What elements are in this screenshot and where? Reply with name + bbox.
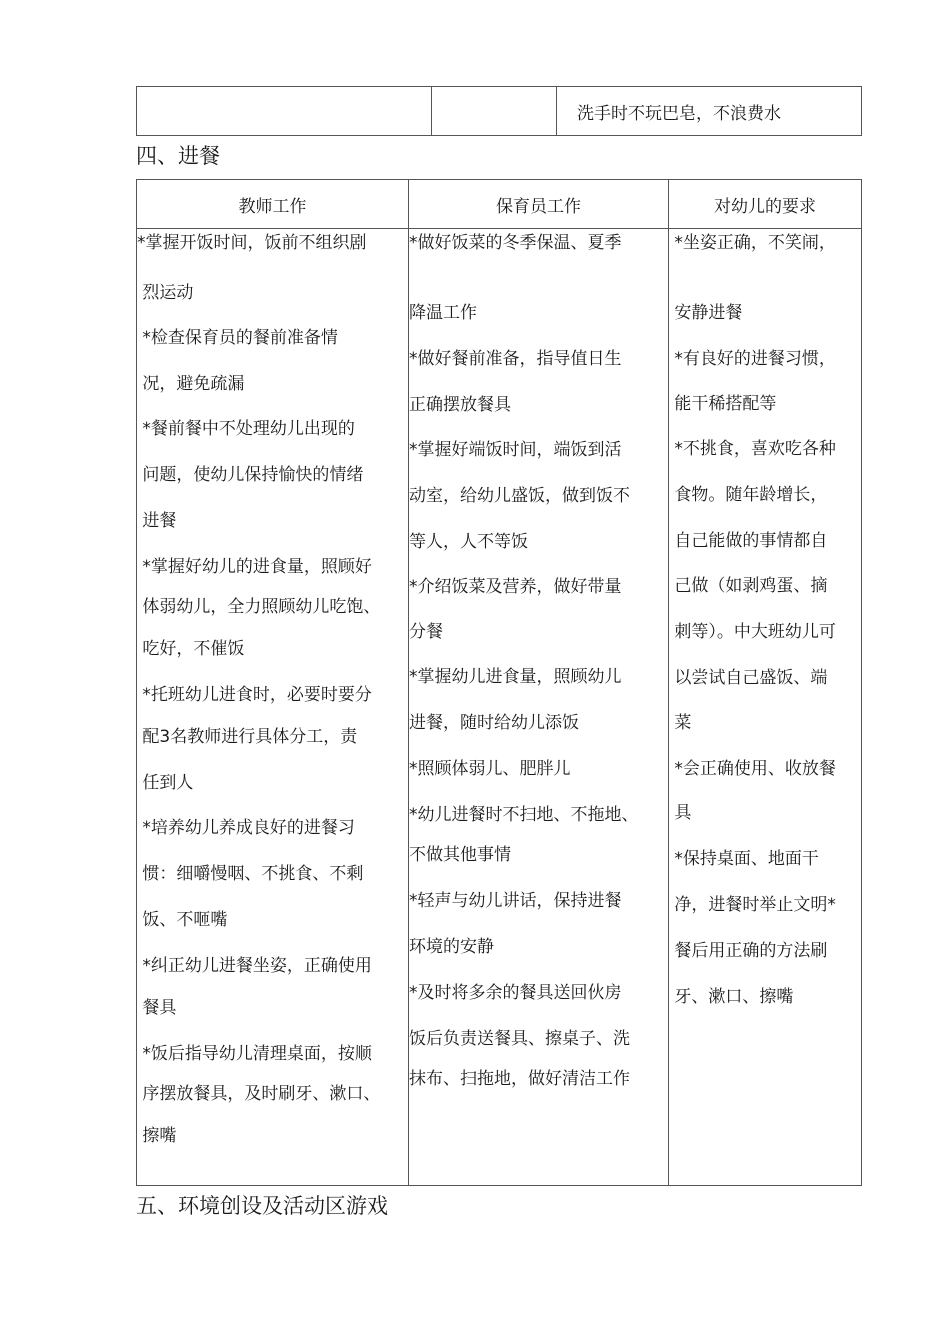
table-row [137,229,862,1186]
cell-text-line: *做好饭菜的冬季保温、夏季 [409,233,622,253]
cell-text-line: 进餐，随时给幼儿添饭 [409,713,579,733]
cell-text-line: *纠正幼儿进餐坐姿，正确使用 [137,956,372,976]
cell-text-line: 抹布、扫拖地，做好清洁工作 [409,1069,630,1089]
cell-text-line: 吃好，不催饭 [137,639,245,659]
cell-text-line: 以尝试自己盛饭、端 [669,668,828,688]
cell-text-line: 正确摆放餐具 [409,395,511,415]
cell-text-line: 环境的安静 [409,937,494,957]
cell-text-line: *掌握好幼儿的进食量，照顾好 [137,557,372,577]
cell-text-line: *餐前餐中不处理幼儿出现的 [137,419,355,439]
cell-text-line: *饭后指导幼儿清理桌面，按顺 [137,1044,372,1064]
cell-text-line: *掌握好端饭时间，端饭到活 [409,440,622,460]
table-header-row [137,180,862,229]
cell-text-line: *会正确使用、收放餐 [669,759,836,779]
cell-text-line: *及时将多余的餐具送回伙房 [409,983,622,1003]
cell-text-line: *坐姿正确，不笑闹， [669,233,836,253]
cell-text-line: *不挑食，喜欢吃各种 [669,439,836,459]
cell-text-line: 序摆放餐具，及时刷牙、漱口、 [137,1084,381,1104]
cell-text-line: 配3名教师进行具体分工，责 [137,727,358,747]
continuation-table [136,86,862,136]
cell-text-line: 刺等）。中大班幼儿可 [669,622,836,642]
cell-text-line: 惯：细嚼慢咽、不挑食、不剩 [137,864,364,884]
cell-text-line: 安静进餐 [669,303,743,323]
teacher-column [137,229,409,1186]
cell-text-line: 己做（如剥鸡蛋、摘 [669,576,828,596]
caregiver-column [409,229,669,1186]
cell-text-line: 等人，人不等饭 [409,532,528,552]
cell-text-line: *检查保育员的餐前准备情 [137,328,338,348]
cell-text-line: *掌握开饭时间，饭前不组织剧 [137,233,367,253]
header-caregiver: 保育员工作 [409,180,669,229]
cell-text-line: 餐具 [137,998,177,1018]
cell-text-line: 进餐 [137,511,177,531]
cell-text-line: 问题，使幼儿保持愉快的情绪 [137,465,364,485]
section-heading: 四、进餐 [136,144,220,168]
cell-text-line: 饭、不咂嘴 [137,910,228,930]
section-heading: 五、环境创设及活动区游戏 [136,1194,388,1218]
table-cell [432,87,557,136]
cell-text-line: *掌握幼儿进食量，照顾幼儿 [409,667,622,687]
cell-text-line: *介绍饭菜及营养，做好带量 [409,577,622,597]
cell-text-line: 分餐 [409,622,443,642]
cell-text-line: *轻声与幼儿讲话，保持进餐 [409,891,622,911]
cell-text-line: 降温工作 [409,303,477,323]
cell-text-line: *做好餐前准备，指导值日生 [409,349,622,369]
children-column [669,229,862,1186]
header-teacher: 教师工作 [137,180,409,229]
cell-text-line: 净，进餐时举止文明* [669,895,836,915]
cell-text-line: 不做其他事情 [409,845,511,865]
cell-text-line: 任到人 [137,773,194,793]
cell-text-line: 动室，给幼儿盛饭，做到饭不 [409,486,630,506]
header-children: 对幼儿的要求 [669,180,862,229]
cell-text-line: 能干稀搭配等 [669,394,777,414]
cell-text-line: 食物。随年龄增长， [669,485,828,505]
meal-table [136,179,862,1186]
table-cell: 洗手时不玩巴皂，不浪费水 [557,87,862,136]
cell-text-line: 自己能做的事情都自 [669,531,828,551]
cell-text-line: *有良好的进餐习惯， [669,349,836,369]
cell-text-line: *托班幼儿进食时，必要时要分 [137,685,372,705]
cell-text-line: 菜 [669,713,692,733]
cell-text-line: 具 [669,803,692,823]
cell-text-line: 餐后用正确的方法刷 [669,941,828,961]
cell-text-line: *培养幼儿养成良好的进餐习 [137,818,355,838]
cell-text-line: *幼儿进餐时不扫地、不拖地、 [409,805,639,825]
cell-text-line: 况，避免疏漏 [137,374,245,394]
cell-text-line: 体弱幼儿，全力照顾幼儿吃饱、 [137,597,381,617]
cell-text-line: 擦嘴 [137,1126,177,1146]
cell-text-line: 饭后负责送餐具、擦桌子、洗 [409,1029,630,1049]
cell-text-line: *保持桌面、地面干 [669,849,819,869]
table-row [137,87,862,136]
cell-text-line: *照顾体弱儿、肥胖儿 [409,759,571,779]
cell-text-line: 烈运动 [137,283,194,303]
cell-text-line: 牙、漱口、擦嘴 [669,987,794,1007]
table-cell [137,87,432,136]
